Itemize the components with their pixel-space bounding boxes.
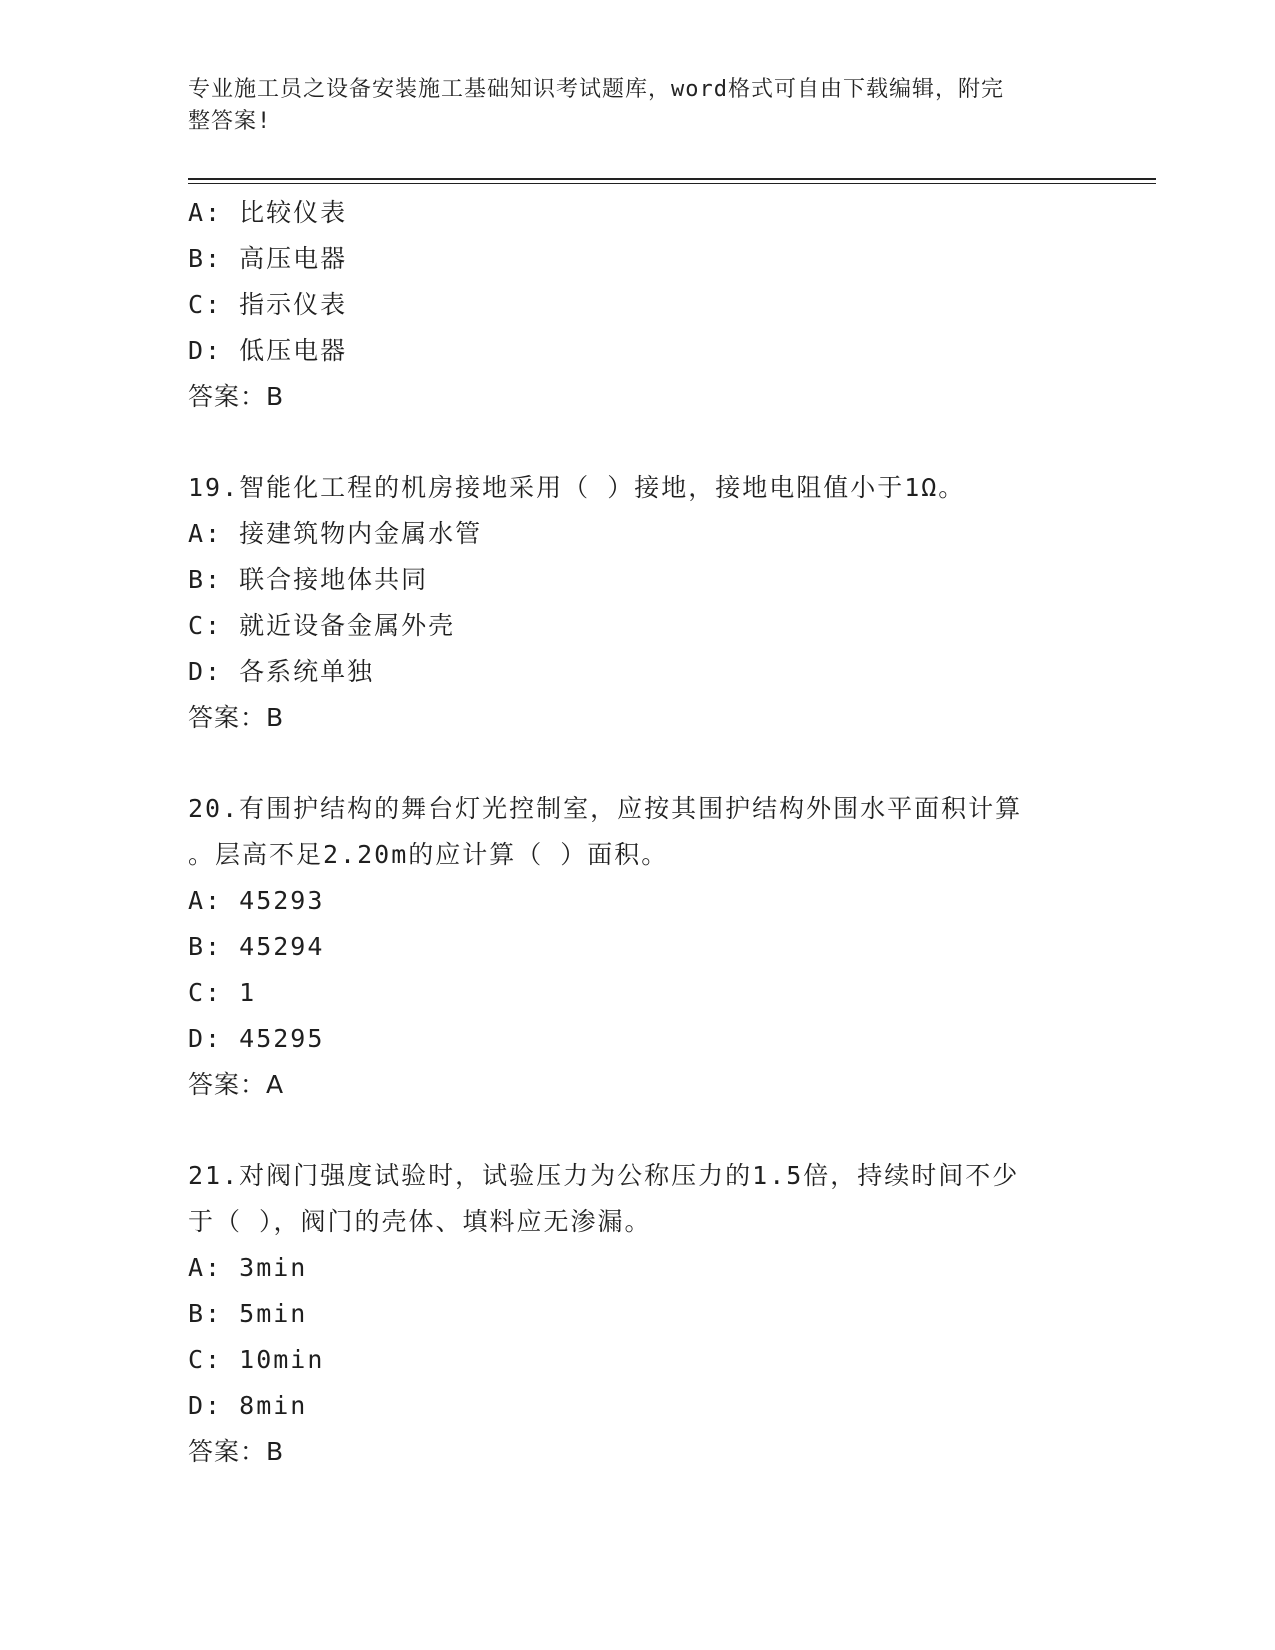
- spacer: [188, 1108, 1088, 1153]
- option-a: A: 45293: [188, 886, 325, 915]
- header-rule-thin: [188, 183, 1156, 184]
- option-b: B: 高压电器: [188, 244, 348, 273]
- option-d: D: 各系统单独: [188, 657, 375, 686]
- answer-text: 答案：A: [188, 1070, 285, 1099]
- option-b: B: 45294: [188, 932, 325, 961]
- option-a: A: 3min: [188, 1253, 308, 1282]
- option-b: B: 联合接地体共同: [188, 565, 429, 594]
- option-d: D: 低压电器: [188, 336, 348, 365]
- header-rule-thick: [188, 178, 1156, 180]
- spacer: [188, 420, 1088, 465]
- spacer: [188, 741, 1088, 786]
- question-20-block: [188, 786, 1088, 1108]
- answer-text: 答案：B: [188, 1437, 285, 1466]
- question-18-block: [188, 190, 1088, 420]
- option-c: C: 10min: [188, 1345, 325, 1374]
- option-d: D: 8min: [188, 1391, 308, 1420]
- document-header: [188, 74, 1078, 138]
- option-d: D: 45295: [188, 1024, 325, 1053]
- option-c: C: 就近设备金属外壳: [188, 611, 456, 640]
- question-stem-line-2: 于（ ），阀门的壳体、填料应无渗漏。: [188, 1207, 652, 1236]
- question-19-block: [188, 465, 1088, 741]
- option-a: A: 接建筑物内金属水管: [188, 519, 483, 548]
- option-b: B: 5min: [188, 1299, 308, 1328]
- answer-text: 答案：B: [188, 703, 285, 732]
- question-stem-line-1: 21.对阀门强度试验时，试验压力为公称压力的1.5倍，持续时间不少: [188, 1161, 1020, 1190]
- header-line-1: 专业施工员之设备安装施工基础知识考试题库，word格式可自由下载编辑，附完: [188, 77, 1004, 102]
- option-a: A: 比较仪表: [188, 198, 348, 227]
- option-c: C: 指示仪表: [188, 290, 348, 319]
- question-stem-line-2: 。层高不足2.20m的应计算（ ）面积。: [188, 840, 669, 869]
- answer-text: 答案：B: [188, 382, 285, 411]
- option-c: C: 1: [188, 978, 257, 1007]
- header-line-2: 整答案!: [188, 109, 272, 134]
- question-stem: 19.智能化工程的机房接地采用（ ）接地，接地电阻值小于1Ω。: [188, 473, 966, 502]
- question-stem-line-1: 20.有围护结构的舞台灯光控制室，应按其围护结构外围水平面积计算: [188, 794, 1023, 823]
- question-21-block: [188, 1153, 1088, 1475]
- document-body: [188, 190, 1088, 1475]
